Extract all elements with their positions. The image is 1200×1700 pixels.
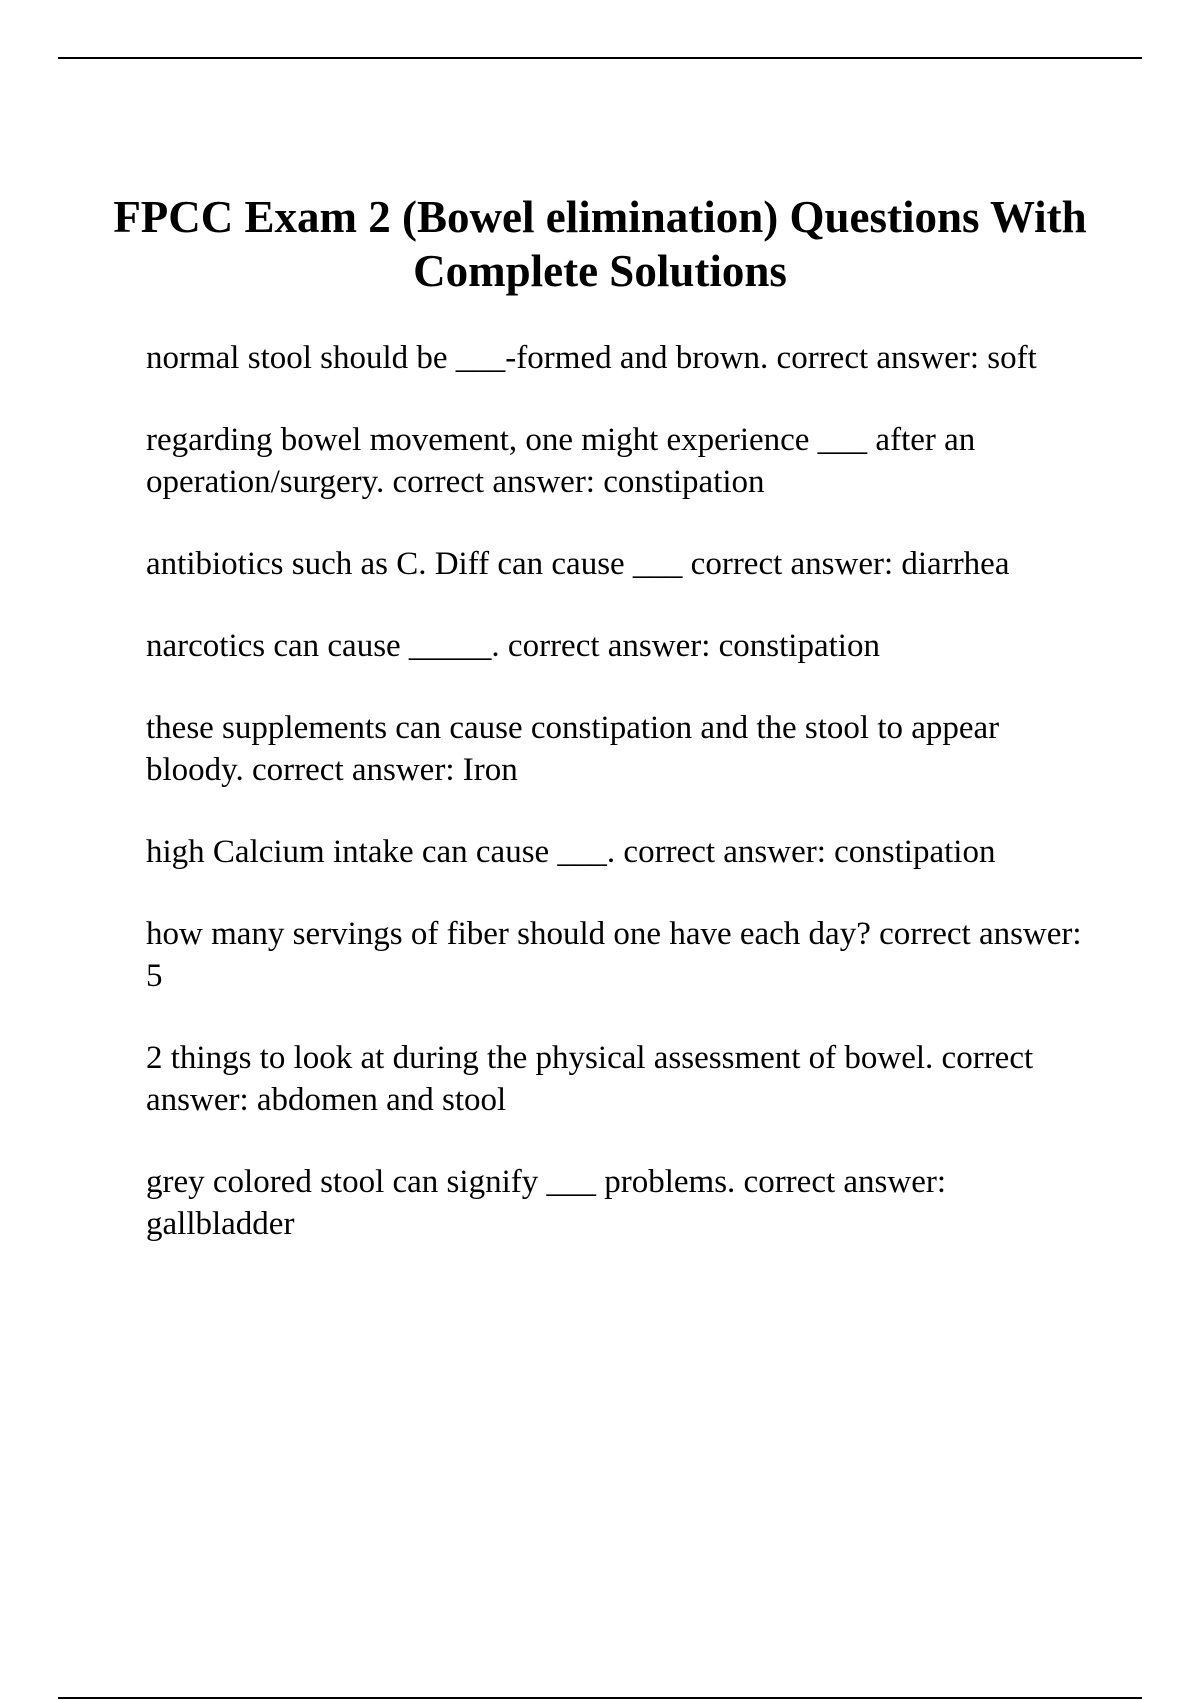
- qa-item-6: high Calcium intake can cause ___. correct answer: constipation: [146, 834, 996, 870]
- top-divider: [58, 57, 1142, 59]
- qa-item-8: 2 things to look at during the physical assessment of bowel. correct answer: abdomen and stool: [146, 1040, 1034, 1118]
- document-title: FPCC Exam 2 (Bowel elimination) Questions With Complete Solutions: [113, 192, 1087, 296]
- qa-item-7: how many servings of fiber should one have each day? correct answer: 5: [146, 916, 1082, 994]
- bottom-divider: [58, 1697, 1142, 1699]
- question-answer-list: [146, 337, 1096, 1285]
- qa-item-3: antibiotics such as C. Diff can cause ___ correct answer: diarrhea: [146, 546, 1010, 582]
- qa-item-9: grey colored stool can signify ___ problems. correct answer: gallbladder: [146, 1164, 947, 1242]
- qa-item-5: these supplements can cause constipation and the stool to appear bloody. correct answer: Iron: [146, 710, 1000, 788]
- qa-item-1: normal stool should be ___-formed and brown. correct answer: soft: [146, 340, 1037, 376]
- qa-item-2: regarding bowel movement, one might experience ___ after an operation/surgery. correct answer: constipation: [146, 422, 976, 500]
- qa-item-4: narcotics can cause _____. correct answer: constipation: [146, 628, 880, 664]
